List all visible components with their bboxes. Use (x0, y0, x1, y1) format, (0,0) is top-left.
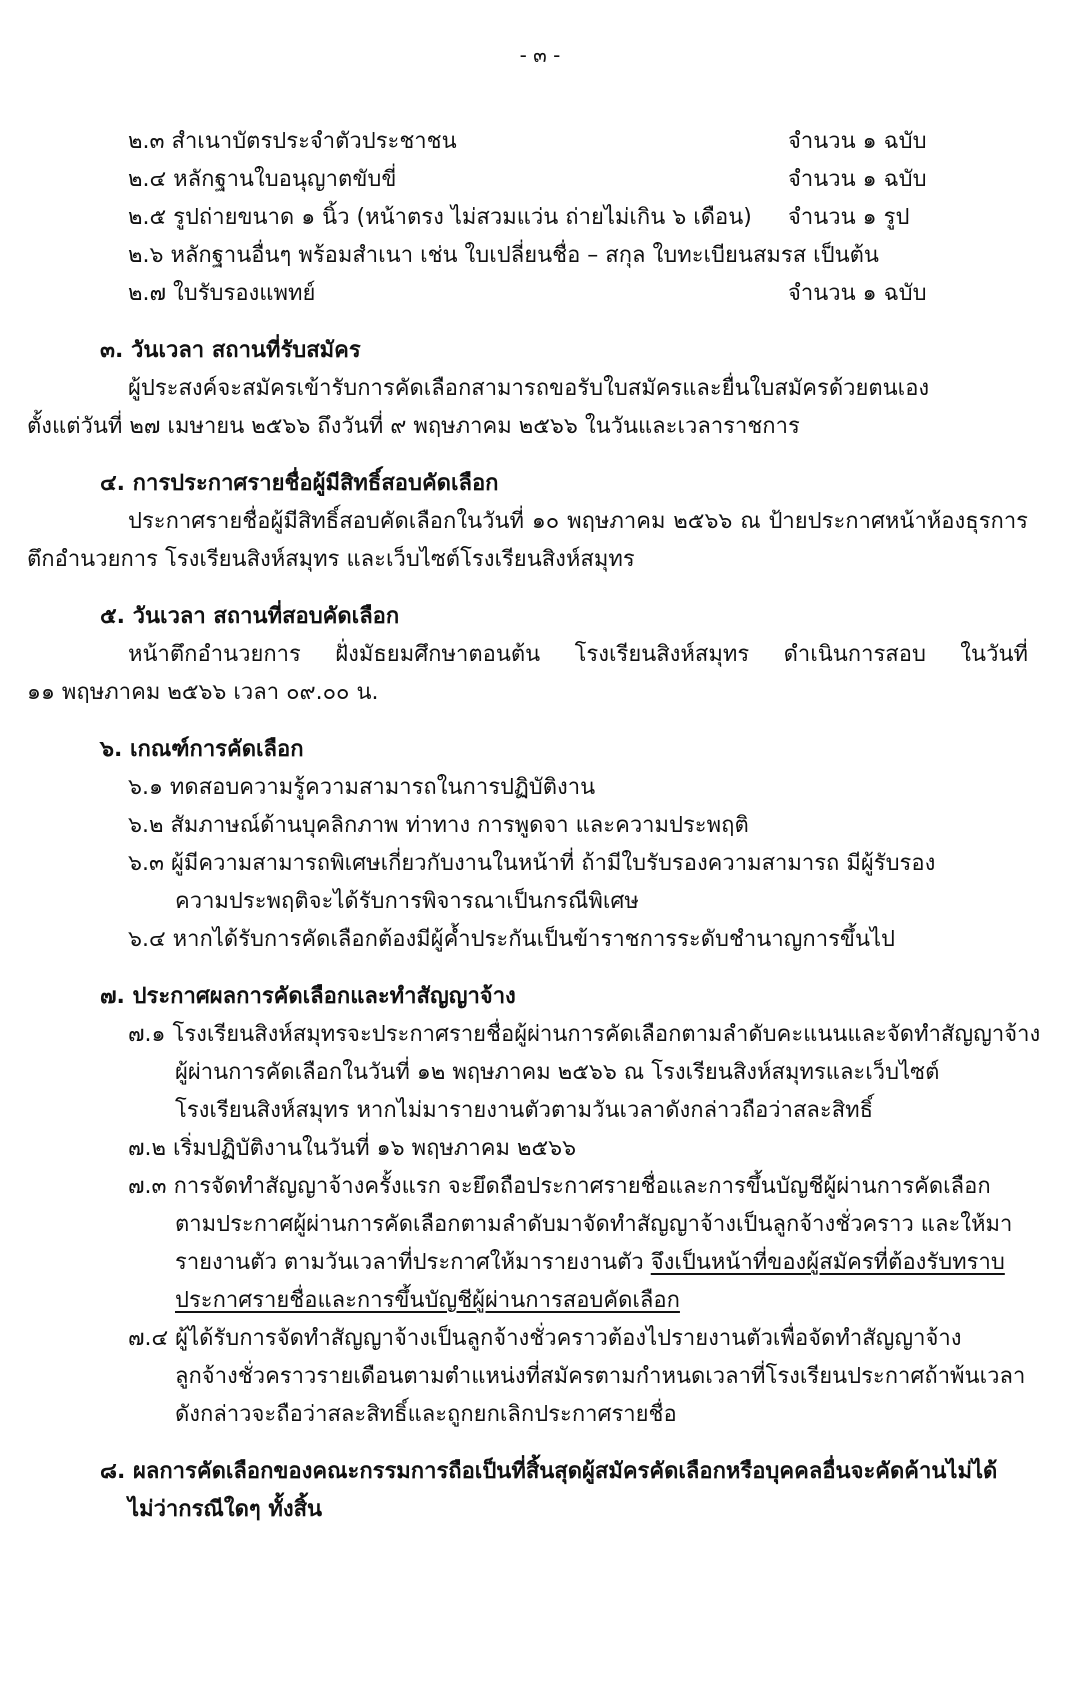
section-4-line-2: ตึกอำนวยการ โรงเรียนสิงห์สมุทร และเว็บไซต์โรงเรียนสิงห์สมุทร (27, 547, 635, 572)
item-7-4-cont-1: ลูกจ้างชั่วคราวรายเดือนตามตำแหน่งที่สมัครตามกำหนดเวลาที่โรงเรียนประกาศถ้าพ้นเวลา (175, 1364, 1026, 1389)
criteria-6-3-cont: ความประพฤติจะได้รับการพิจารณาเป็นกรณีพิเศษ (175, 889, 639, 914)
document-item-2-4: ๒.๔ หลักฐานใบอนุญาตขับขี่ (128, 167, 397, 192)
document-qty-2-5: จำนวน ๑ รูป (788, 205, 910, 230)
item-7-4-cont-2: ดังกล่าวจะถือว่าสละสิทธิ์และถูกยกเลิกประกาศรายชื่อ (175, 1402, 677, 1427)
section-5-line-1: หน้าตึกอำนวยการ ฝั่งมัธยมศึกษาตอนต้น โรงเรียนสิงห์สมุทร ดำเนินการสอบ ในวันที่ (128, 642, 1028, 667)
section-8-line-1: ๘. ผลการคัดเลือกของคณะกรรมการถือเป็นที่สิ้นสุดผู้สมัครคัดเลือกหรือบุคคลอื่นจะคัดค้านไม่ได้ (100, 1459, 998, 1484)
item-7-4: ๗.๔ ผู้ได้รับการจัดทำสัญญาจ้างเป็นลูกจ้างชั่วคราวต้องไปรายงานตัวเพื่อจัดทำสัญญาจ้าง (128, 1326, 962, 1351)
document-qty-2-3: จำนวน ๑ ฉบับ (788, 129, 927, 154)
item-7-1: ๗.๑ โรงเรียนสิงห์สมุทรจะประกาศรายชื่อผู้ผ่านการคัดเลือกตามลำดับคะแนนและจัดทำสัญญาจ้าง (128, 1022, 1041, 1047)
section-3-heading: ๓. วันเวลา สถานที่รับสมัคร (100, 338, 361, 363)
criteria-6-3: ๖.๓ ผู้มีความสามารถพิเศษเกี่ยวกับงานในหน้าที่ ถ้ามีใบรับรองความสามารถ มีผู้รับรอง (128, 851, 936, 876)
item-7-2: ๗.๒ เริ่มปฏิบัติงานในวันที่ ๑๖ พฤษภาคม ๒๕๖๖ (128, 1136, 577, 1161)
section-6-heading: ๖. เกณฑ์การคัดเลือก (100, 737, 304, 762)
item-7-1-cont-1: ผู้ผ่านการคัดเลือกในวันที่ ๑๒ พฤษภาคม ๒๕๖๖ ณ โรงเรียนสิงห์สมุทรและเว็บไซต์ (175, 1060, 940, 1085)
item-7-3: ๗.๓ การจัดทำสัญญาจ้างครั้งแรก จะยึดถือประกาศรายชื่อและการขึ้นบัญชีผู้ผ่านการคัดเลือก (128, 1174, 991, 1199)
item-7-3-cont-2 (175, 1248, 1005, 1278)
item-7-3-cont-2-text: รายงานตัว ตามวันเวลาที่ประกาศให้มารายงานตัว (175, 1250, 651, 1275)
document-qty-2-7: จำนวน ๑ ฉบับ (788, 281, 927, 306)
criteria-6-4: ๖.๔ หากได้รับการคัดเลือกต้องมีผู้ค้ำประกันเป็นข้าราชการระดับชำนาญการขึ้นไป (128, 927, 896, 952)
section-3-line-1: ผู้ประสงค์จะสมัครเข้ารับการคัดเลือกสามารถขอรับใบสมัครและยื่นใบสมัครด้วยตนเอง (128, 376, 930, 401)
section-8-line-2: ไม่ว่ากรณีใดๆ ทั้งสิ้น (128, 1497, 323, 1522)
section-5-heading: ๕. วันเวลา สถานที่สอบคัดเลือก (100, 604, 400, 629)
section-3-line-2: ตั้งแต่วันที่ ๒๗ เมษายน ๒๕๖๖ ถึงวันที่ ๙ พฤษภาคม ๒๕๖๖ ในวันและเวลาราชการ (27, 414, 800, 439)
section-5-line-2: ๑๑ พฤษภาคม ๒๕๖๖ เวลา ๐๙.๐๐ น. (27, 680, 379, 705)
document-item-2-6: ๒.๖ หลักฐานอื่นๆ พร้อมสำเนา เช่น ใบเปลี่ยนชื่อ – สกุล ใบทะเบียนสมรส เป็นต้น (128, 243, 879, 268)
item-7-1-cont-2: โรงเรียนสิงห์สมุทร หากไม่มารายงานตัวตามวันเวลาดังกล่าวถือว่าสละสิทธิ์ (175, 1098, 874, 1123)
item-7-3-cont-1: ตามประกาศผู้ผ่านการคัดเลือกตามลำดับมาจัดทำสัญญาจ้างเป็นลูกจ้างชั่วคราว และให้มา (175, 1212, 1013, 1237)
item-7-3-underlined-notice: จึงเป็นหน้าที่ของผู้สมัครที่ต้องรับทราบ (650, 1250, 1005, 1275)
section-4-heading: ๔. การประกาศรายชื่อผู้มีสิทธิ์สอบคัดเลือก (100, 471, 499, 496)
section-4-line-1: ประกาศรายชื่อผู้มีสิทธิ์สอบคัดเลือกในวันที่ ๑๐ พฤษภาคม ๒๕๖๖ ณ ป้ายประกาศหน้าห้องธุรการ (128, 509, 1028, 534)
document-item-2-3: ๒.๓ สำเนาบัตรประจำตัวประชาชน (128, 129, 457, 154)
document-qty-2-4: จำนวน ๑ ฉบับ (788, 167, 927, 192)
section-7-heading: ๗. ประกาศผลการคัดเลือกและทำสัญญาจ้าง (100, 984, 516, 1009)
page-number: - ๓ - (519, 43, 561, 67)
item-7-3-underlined-notice-cont: ประกาศรายชื่อและการขึ้นบัญชีผู้ผ่านการสอบคัดเลือก (175, 1288, 680, 1313)
criteria-6-1: ๖.๑ ทดสอบความรู้ความสามารถในการปฏิบัติงาน (128, 775, 596, 800)
document-item-2-5: ๒.๕ รูปถ่ายขนาด ๑ นิ้ว (หน้าตรง ไม่สวมแว่น ถ่ายไม่เกิน ๖ เดือน) (128, 205, 752, 230)
document-item-2-7: ๒.๗ ใบรับรองแพทย์ (128, 281, 316, 306)
criteria-6-2: ๖.๒ สัมภาษณ์ด้านบุคลิกภาพ ท่าทาง การพูดจา และความประพฤติ (128, 813, 749, 838)
